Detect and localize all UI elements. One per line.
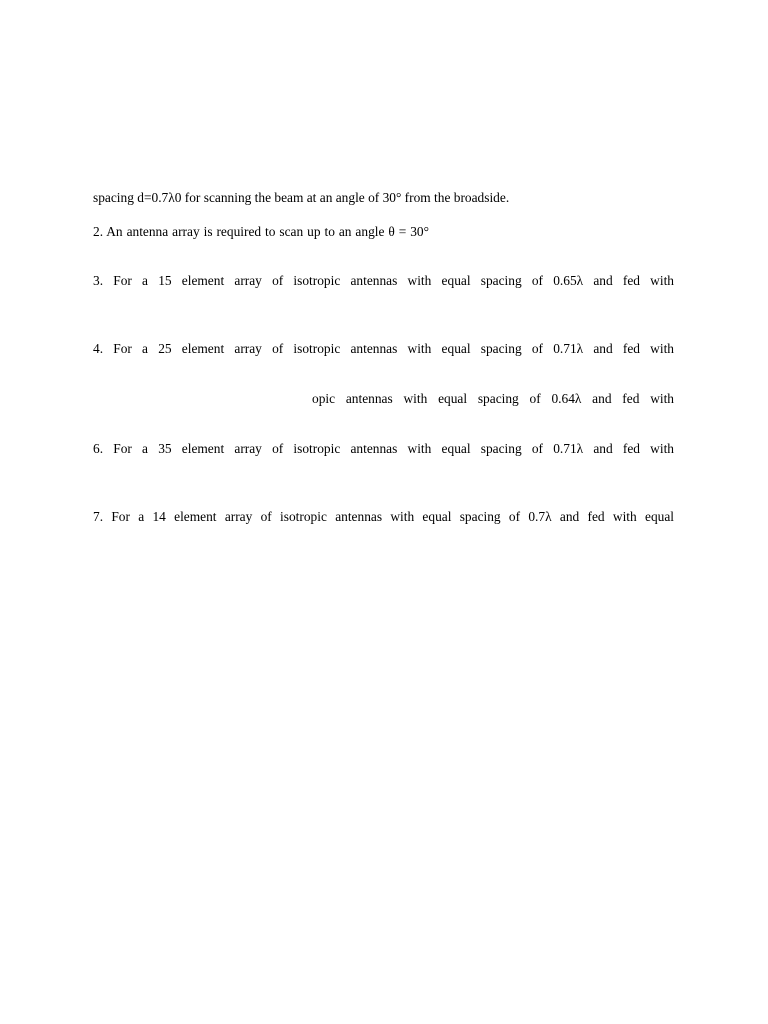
text-line-spacing-continuation: spacing d=0.7λ0 for scanning the beam at an angle of 30° from the broadside. — [93, 190, 510, 205]
text-line-item-5-fragment: opic antennas with equal spacing of 0.64λ and fed with — [312, 391, 674, 406]
text-line-item-2: 2. An antenna array is required to scan up to an angle θ = 30° — [93, 224, 429, 239]
text-line-item-4: 4. For a 25 element array of isotropic antennas with equal spacing of 0.71λ and fed with — [93, 341, 674, 356]
text-line-item-7: 7. For a 14 element array of isotropic antennas with equal spacing of 0.7λ and fed with equal — [93, 509, 674, 524]
text-line-item-3: 3. For a 15 element array of isotropic antennas with equal spacing of 0.65λ and fed with — [93, 273, 674, 288]
text-line-item-6: 6. For a 35 element array of isotropic antennas with equal spacing of 0.71λ and fed with — [93, 441, 674, 456]
